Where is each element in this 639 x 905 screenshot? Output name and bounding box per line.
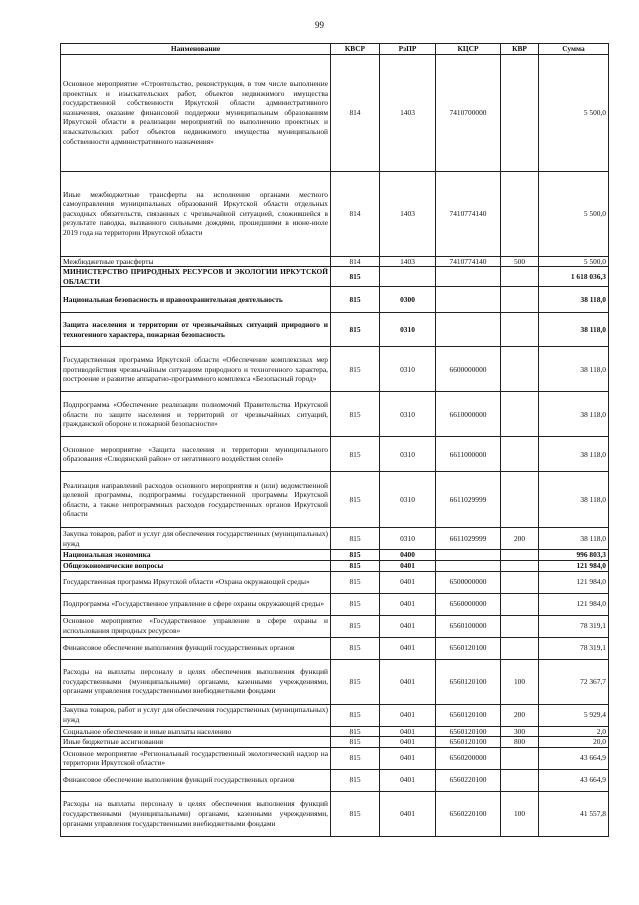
row-name: Иные межбюджетные трансферты на исполнение органами местного самоуправления муниципальных образований Иркутской области отдельных расходных обязательств, связанных с чрезвычайной ситуацией, сложившейся в результате паводка, вызванного сильными дождями, прошедшими в июне-июле 2019 года на территории Иркутской области xyxy=(61,171,331,256)
table-row xyxy=(61,528,609,550)
row-kvr xyxy=(501,593,539,615)
row-rzpr: 0401 xyxy=(380,593,436,615)
row-name: Государственная программа Иркутской области «Обеспечение комплексных мер противодействия чрезвычайным ситуациям природного и техногенного характера, построение и развитие аппаратно-программного комплекса «Безопасный город» xyxy=(61,347,331,392)
header-kvr: КВР xyxy=(501,44,539,55)
row-kvr: 800 xyxy=(501,737,539,748)
row-sum: 5 929,4 xyxy=(539,704,609,726)
row-kcsr: 6560200000 xyxy=(436,747,501,769)
row-name: Расходы на выплаты персоналу в целях обеспечения выполнения функций государственными (муниципальными) органами, казенными учреждениями, органами управления государственными внебюджетными фондами xyxy=(61,659,331,704)
row-sum: 38 118,0 xyxy=(539,437,609,472)
row-rzpr: 0401 xyxy=(380,704,436,726)
table-row xyxy=(61,313,609,347)
row-kcsr: 6600000000 xyxy=(436,347,501,392)
row-kcsr xyxy=(436,267,501,287)
row-kvr: 100 xyxy=(501,659,539,704)
row-sum: 2,0 xyxy=(539,726,609,737)
row-rzpr: 0401 xyxy=(380,791,436,836)
row-name: Финансовое обеспечение выполнения функций государственных органов xyxy=(61,637,331,659)
row-kvr xyxy=(501,472,539,528)
row-sum: 1 618 036,3 xyxy=(539,267,609,287)
row-kcsr: 6560120100 xyxy=(436,637,501,659)
table-row xyxy=(61,737,609,748)
row-kvr xyxy=(501,392,539,437)
row-kvsr: 815 xyxy=(331,528,380,550)
row-kvsr: 815 xyxy=(331,571,380,593)
row-sum: 38 118,0 xyxy=(539,287,609,313)
row-name: Основное мероприятие «Региональный государственный экологический надзор на территории Иркутской области» xyxy=(61,747,331,769)
row-rzpr: 0401 xyxy=(380,659,436,704)
row-kvr xyxy=(501,313,539,347)
table-row xyxy=(61,791,609,836)
table-row xyxy=(61,171,609,256)
row-kcsr: 6560120100 xyxy=(436,704,501,726)
table-row xyxy=(61,571,609,593)
row-kcsr: 6560220100 xyxy=(436,791,501,836)
row-sum: 121 984,0 xyxy=(539,571,609,593)
row-rzpr: 0310 xyxy=(380,347,436,392)
table-row xyxy=(61,637,609,659)
row-rzpr: 0310 xyxy=(380,392,436,437)
row-kcsr: 6560100000 xyxy=(436,615,501,637)
row-kcsr xyxy=(436,287,501,313)
table-row xyxy=(61,769,609,791)
row-kcsr: 6610000000 xyxy=(436,392,501,437)
row-kvsr: 815 xyxy=(331,704,380,726)
row-kvr xyxy=(501,560,539,571)
row-kvr xyxy=(501,615,539,637)
row-name: Основное мероприятие «Государственное управление в сфере охраны и использования природных ресурсов» xyxy=(61,615,331,637)
row-kvsr: 815 xyxy=(331,593,380,615)
row-sum: 5 500,0 xyxy=(539,171,609,256)
row-sum: 43 664,9 xyxy=(539,769,609,791)
row-kvr xyxy=(501,437,539,472)
row-sum: 38 118,0 xyxy=(539,472,609,528)
row-kvr: 200 xyxy=(501,704,539,726)
row-sum: 38 118,0 xyxy=(539,528,609,550)
row-kcsr: 6560120100 xyxy=(436,659,501,704)
row-sum: 121 984,0 xyxy=(539,560,609,571)
row-rzpr: 0400 xyxy=(380,550,436,561)
table-row xyxy=(61,267,609,287)
row-sum: 41 557,8 xyxy=(539,791,609,836)
header-sum: Сумма xyxy=(539,44,609,55)
row-sum: 72 367,7 xyxy=(539,659,609,704)
row-rzpr: 0310 xyxy=(380,313,436,347)
row-kvsr: 815 xyxy=(331,267,380,287)
row-sum: 20,0 xyxy=(539,737,609,748)
table-row xyxy=(61,472,609,528)
row-sum: 78 319,1 xyxy=(539,615,609,637)
table-row xyxy=(61,704,609,726)
row-kvsr: 814 xyxy=(331,54,380,171)
row-rzpr: 1403 xyxy=(380,171,436,256)
row-kcsr: 6500000000 xyxy=(436,571,501,593)
row-kcsr: 6560120100 xyxy=(436,726,501,737)
row-kvsr: 815 xyxy=(331,769,380,791)
table-row xyxy=(61,615,609,637)
row-kvsr: 815 xyxy=(331,347,380,392)
row-kcsr xyxy=(436,560,501,571)
table-row xyxy=(61,347,609,392)
table-row xyxy=(61,747,609,769)
row-kvsr: 815 xyxy=(331,747,380,769)
row-rzpr: 0401 xyxy=(380,571,436,593)
row-name: Государственная программа Иркутской области «Охрана окружающей среды» xyxy=(61,571,331,593)
row-kvsr: 815 xyxy=(331,550,380,561)
row-kcsr: 6611000000 xyxy=(436,437,501,472)
row-kvsr: 815 xyxy=(331,313,380,347)
row-name: Национальная экономика xyxy=(61,550,331,561)
budget-table xyxy=(60,43,609,837)
row-sum: 121 984,0 xyxy=(539,593,609,615)
row-name: Закупка товаров, работ и услуг для обеспечения государственных (муниципальных) нужд xyxy=(61,528,331,550)
table-row xyxy=(61,560,609,571)
row-kcsr: 7410774140 xyxy=(436,256,501,267)
row-name: Иные бюджетные ассигнования xyxy=(61,737,331,748)
row-kvsr: 815 xyxy=(331,392,380,437)
row-kvr: 500 xyxy=(501,256,539,267)
row-kvr xyxy=(501,747,539,769)
row-kcsr xyxy=(436,550,501,561)
row-sum: 43 664,9 xyxy=(539,747,609,769)
row-name: Общеэкономические вопросы xyxy=(61,560,331,571)
row-kcsr: 7410774140 xyxy=(436,171,501,256)
row-kvsr: 815 xyxy=(331,791,380,836)
row-rzpr xyxy=(380,267,436,287)
row-name: Закупка товаров, работ и услуг для обеспечения государственных (муниципальных) нужд xyxy=(61,704,331,726)
row-kcsr: 6611029999 xyxy=(436,528,501,550)
row-kvr xyxy=(501,347,539,392)
row-kvr xyxy=(501,769,539,791)
table-row xyxy=(61,256,609,267)
row-rzpr: 0310 xyxy=(380,437,436,472)
table-row xyxy=(61,392,609,437)
row-sum: 5 500,0 xyxy=(539,256,609,267)
row-kvsr: 815 xyxy=(331,637,380,659)
table-row xyxy=(61,550,609,561)
table-row xyxy=(61,659,609,704)
row-name: Межбюджетные трансферты xyxy=(61,256,331,267)
table-row xyxy=(61,593,609,615)
header-kcsr: КЦСР xyxy=(436,44,501,55)
row-sum: 5 500,0 xyxy=(539,54,609,171)
row-kvr: 200 xyxy=(501,528,539,550)
row-kvsr: 815 xyxy=(331,472,380,528)
row-kvsr: 814 xyxy=(331,256,380,267)
row-rzpr: 0401 xyxy=(380,615,436,637)
row-rzpr: 1403 xyxy=(380,256,436,267)
row-rzpr: 1403 xyxy=(380,54,436,171)
row-kvr xyxy=(501,571,539,593)
row-sum: 996 803,3 xyxy=(539,550,609,561)
row-kcsr xyxy=(436,313,501,347)
row-rzpr: 0401 xyxy=(380,747,436,769)
row-sum: 38 118,0 xyxy=(539,313,609,347)
row-kvsr: 814 xyxy=(331,171,380,256)
table-row xyxy=(61,54,609,171)
row-name: Социальное обеспечение и иные выплаты населению xyxy=(61,726,331,737)
row-kcsr: 6560220100 xyxy=(436,769,501,791)
row-name: Подпрограмма «Обеспечение реализации полномочий Правительства Иркутской области по защите населения и территорий от чрезвычайных ситуаций, гражданской обороне и пожарной безопасности» xyxy=(61,392,331,437)
page-number: 99 xyxy=(315,20,324,30)
row-name: Основное мероприятие «Строительство, реконструкция, в том числе выполнение проектных и изыскательских работ, объектов недвижимого имущества государственной собственности Иркутской области административного назначения, оказание финансовой поддержки муниципальным образованиям Иркутской области в реализации мероприятий по выполнению проектных и изыскательских работ объектов недвижимого имущества муниципальной собственности административного назначения» xyxy=(61,54,331,171)
row-kcsr: 6560120100 xyxy=(436,737,501,748)
row-kvr xyxy=(501,550,539,561)
row-name: Национальная безопасность и правоохранительная деятельность xyxy=(61,287,331,313)
row-kvr: 300 xyxy=(501,726,539,737)
row-rzpr: 0310 xyxy=(380,472,436,528)
row-sum: 78 319,1 xyxy=(539,637,609,659)
row-kvr xyxy=(501,287,539,313)
row-name: Финансовое обеспечение выполнения функций государственных органов xyxy=(61,769,331,791)
row-rzpr: 0401 xyxy=(380,726,436,737)
row-rzpr: 0401 xyxy=(380,560,436,571)
row-sum: 38 118,0 xyxy=(539,392,609,437)
row-name: Подпрограмма «Государственное управление в сфере охраны окружающей среды» xyxy=(61,593,331,615)
row-kvsr: 815 xyxy=(331,726,380,737)
row-rzpr: 0401 xyxy=(380,769,436,791)
row-name: Расходы на выплаты персоналу в целях обеспечения выполнения функций государственными (муниципальными) органами, казенными учреждениями, органами управления государственными внебюджетными фондами xyxy=(61,791,331,836)
row-name: МИНИСТЕРСТВО ПРИРОДНЫХ РЕСУРСОВ И ЭКОЛОГИИ ИРКУТСКОЙ ОБЛАСТИ xyxy=(61,267,331,287)
row-rzpr: 0310 xyxy=(380,528,436,550)
row-kcsr: 6611029999 xyxy=(436,472,501,528)
table-header-row xyxy=(61,44,609,55)
row-kvr xyxy=(501,267,539,287)
row-kvr xyxy=(501,54,539,171)
row-name: Реализация направлений расходов основного мероприятия и (или) ведомственной целевой программы, подпрограммы государственной программы Иркутской области, а также непрограммных расходов государственных органов Иркутской области xyxy=(61,472,331,528)
row-name: Защита населения и территории от чрезвычайных ситуаций природного и техногенного характера, пожарная безопасность xyxy=(61,313,331,347)
row-kvsr: 815 xyxy=(331,737,380,748)
row-name: Основное мероприятие «Защита населения и территории муниципального образования «Слюдянский район» от негативного воздействия селей» xyxy=(61,437,331,472)
table-row xyxy=(61,287,609,313)
row-sum: 38 118,0 xyxy=(539,347,609,392)
row-rzpr: 0401 xyxy=(380,737,436,748)
row-kcsr: 6560000000 xyxy=(436,593,501,615)
row-kcsr: 7410700000 xyxy=(436,54,501,171)
table-row xyxy=(61,726,609,737)
header-kvsr: КВСР xyxy=(331,44,380,55)
row-kvr xyxy=(501,171,539,256)
row-kvsr: 815 xyxy=(331,615,380,637)
row-kvsr: 815 xyxy=(331,287,380,313)
row-rzpr: 0300 xyxy=(380,287,436,313)
header-rzpr: РзПР xyxy=(380,44,436,55)
table-row xyxy=(61,437,609,472)
row-kvsr: 815 xyxy=(331,437,380,472)
row-kvsr: 815 xyxy=(331,560,380,571)
header-name: Наименование xyxy=(61,44,331,55)
row-kvsr: 815 xyxy=(331,659,380,704)
row-rzpr: 0401 xyxy=(380,637,436,659)
row-kvr: 100 xyxy=(501,791,539,836)
row-kvr xyxy=(501,637,539,659)
